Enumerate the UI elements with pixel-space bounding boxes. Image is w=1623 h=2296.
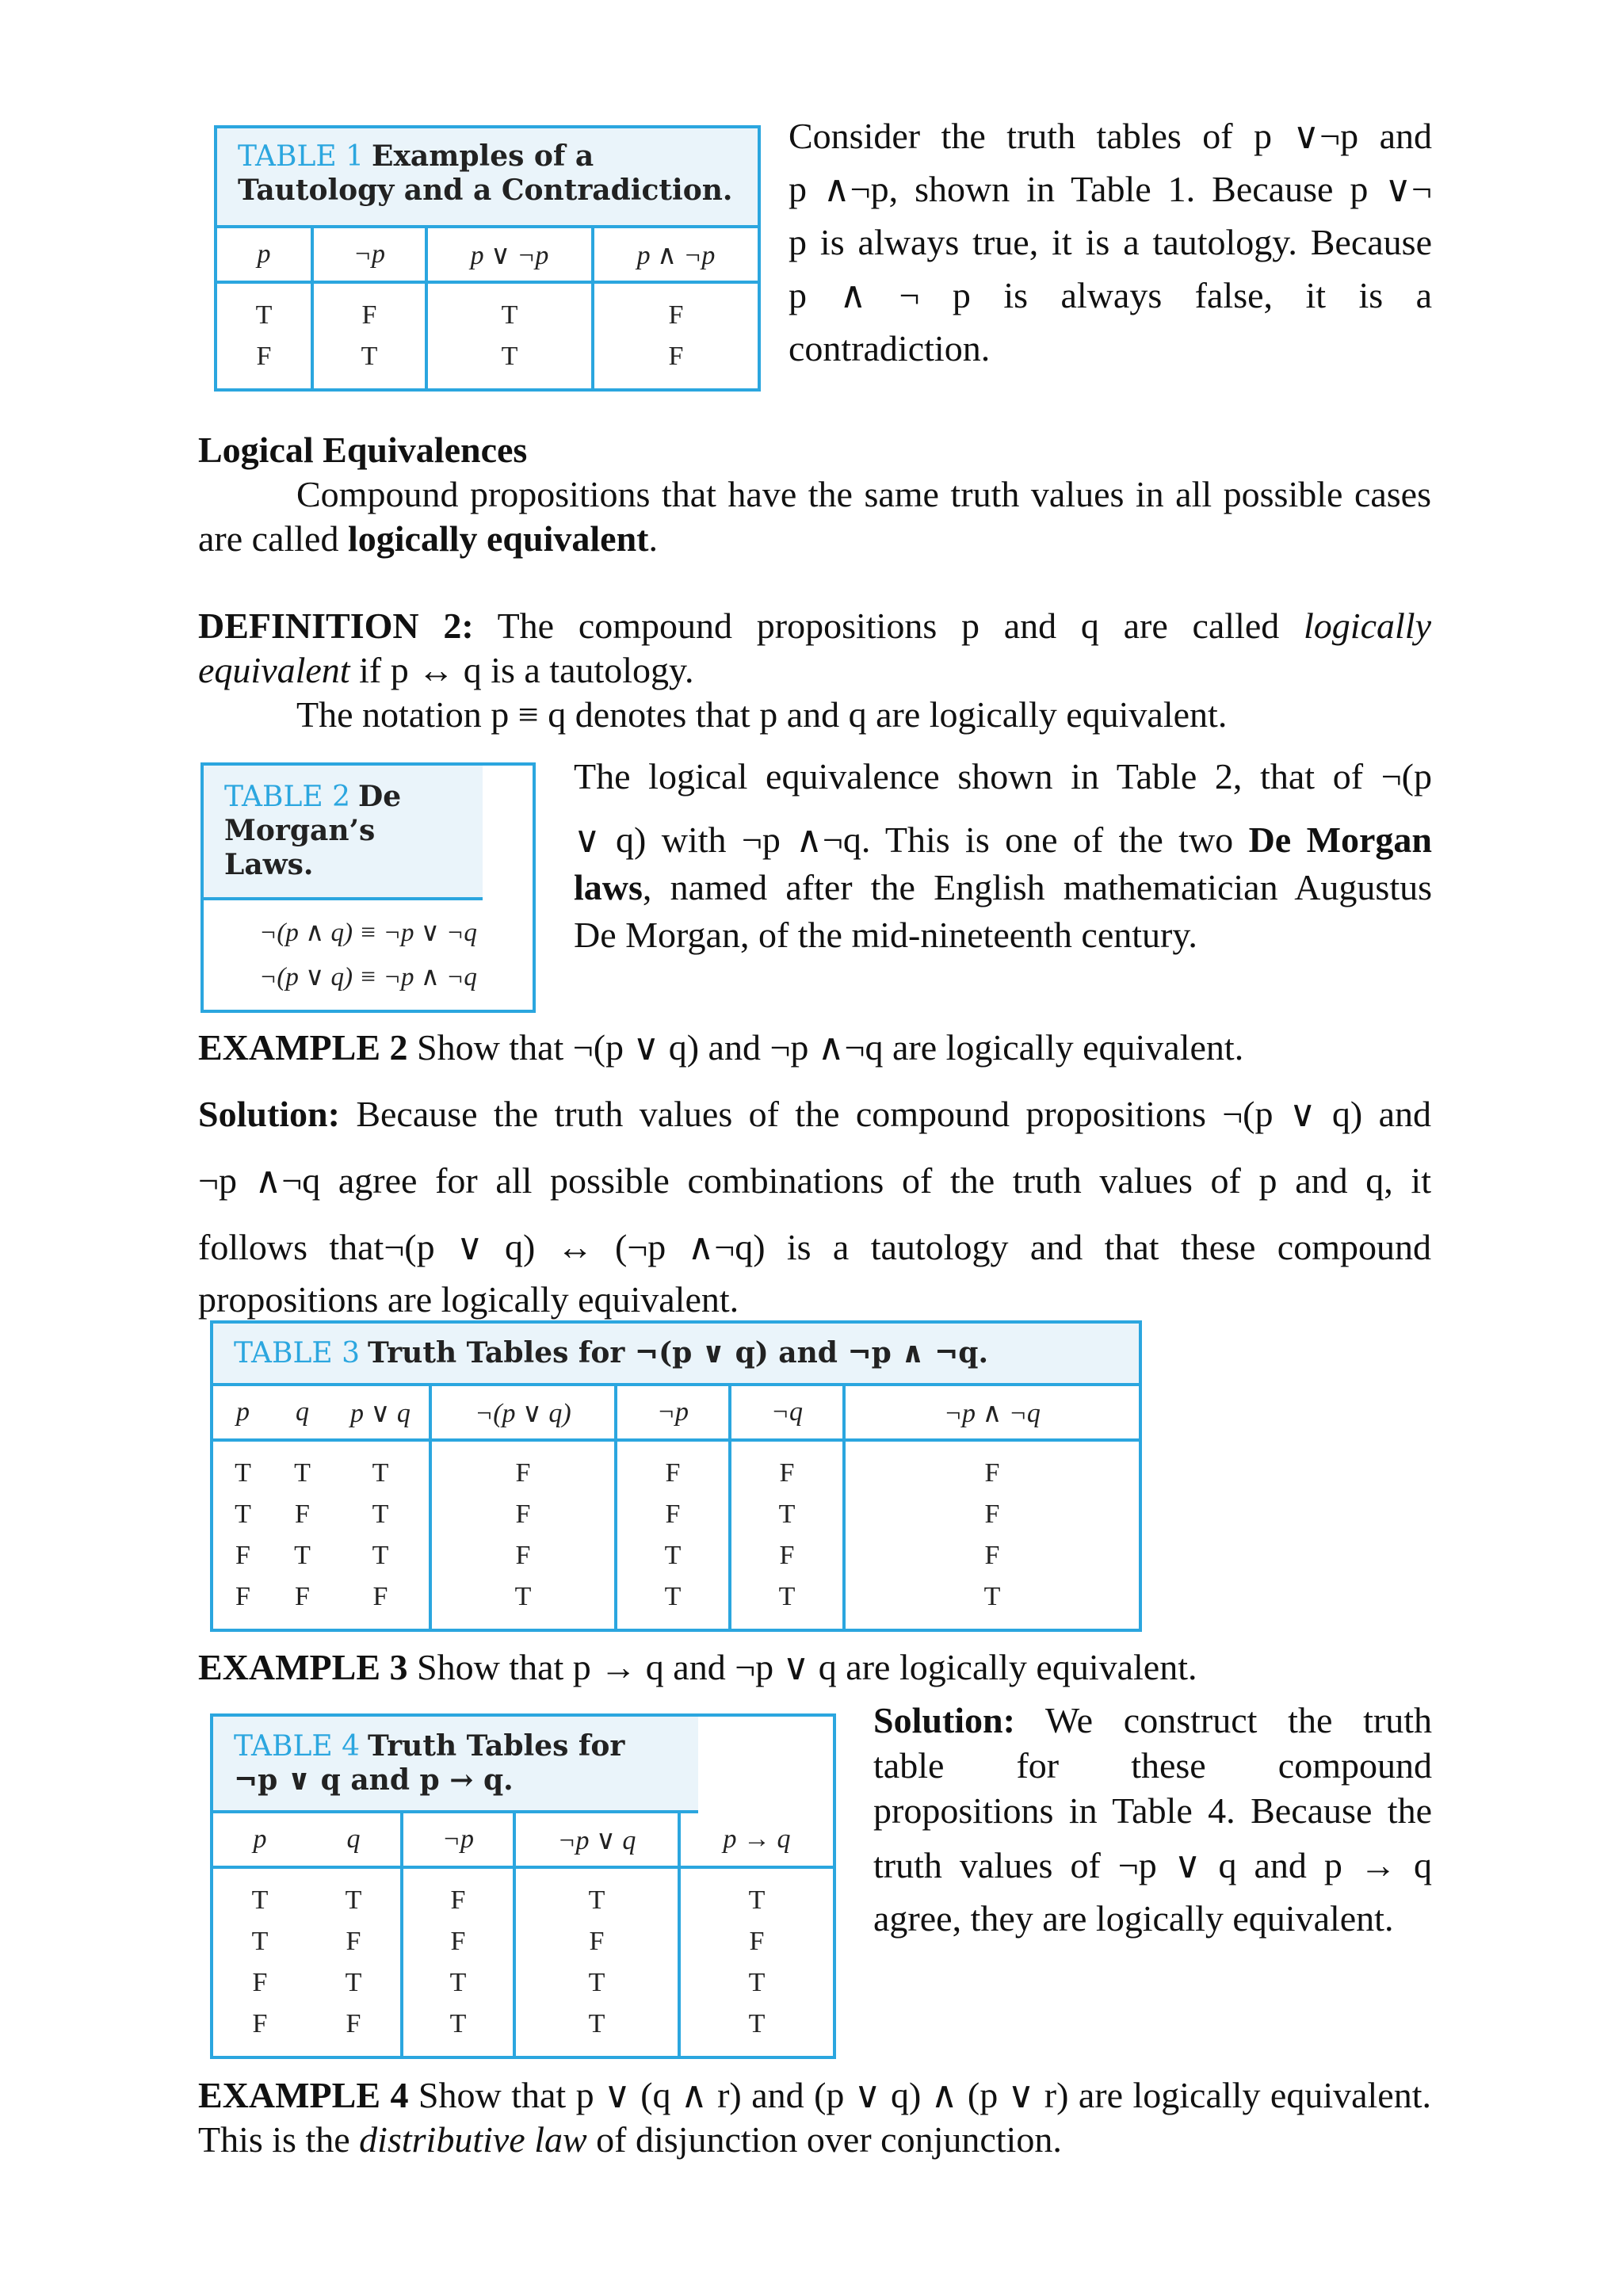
table-4-value: T <box>449 2009 467 2039</box>
table-3-header-cell: p ∨ q <box>350 1399 411 1429</box>
table-4-header-cell: ¬p <box>400 1813 513 1866</box>
table-3-value: F <box>235 1541 250 1571</box>
table-3-column-group <box>213 1442 332 1629</box>
table-3-value: F <box>235 1582 250 1612</box>
example-2-solution-line: follows that¬(p ∨ q) ↔ (¬p ∧¬q) is a tautology and that these compound <box>198 1227 1431 1267</box>
table-2-title: De Morgan’s Laws. <box>224 780 402 882</box>
table-4-column-group <box>213 1869 400 2056</box>
table-3-value: T <box>372 1458 389 1488</box>
table-4-body <box>213 1869 833 2056</box>
table-3-caption <box>213 1324 1139 1386</box>
table-4-value: T <box>251 1927 269 1957</box>
table-4-column <box>213 1880 307 2045</box>
table-1-header-cell: ¬p <box>311 228 425 281</box>
text-segment: , named after the English mathematician Augustus <box>642 867 1432 907</box>
table-4-value: T <box>588 2009 605 2039</box>
example-3-solution <box>873 1698 1432 1941</box>
table-4-value: T <box>748 1968 766 1998</box>
table-3-value: T <box>235 1499 251 1530</box>
definition-term: logically equivalent <box>198 606 1431 690</box>
table-3-value: T <box>664 1582 682 1612</box>
text-line: contradiction. <box>789 328 991 369</box>
table-2 <box>200 762 536 1013</box>
table-4-value: T <box>251 1885 269 1916</box>
text-line: p is always true, it is a tautology. Because <box>789 222 1432 262</box>
table-3-value: F <box>515 1499 531 1530</box>
table-4-value: F <box>252 1968 268 1998</box>
table-3-value: T <box>514 1582 532 1612</box>
definition-2 <box>198 604 1431 737</box>
table-3-value: T <box>372 1541 389 1571</box>
section-logical-equivalences <box>198 428 1431 561</box>
example-3-label: EXAMPLE 3 <box>198 1647 408 1687</box>
example-4-paragraph <box>198 2073 1431 2162</box>
table-3-header-cell: q <box>296 1397 309 1427</box>
table-3-value: F <box>295 1582 310 1612</box>
text-line: The logical equivalence shown in Table 2, that of ¬(p <box>574 756 1432 797</box>
table-3-title: Truth Tables for ¬(p ∨ q) and ¬p ∧ ¬q. <box>368 1336 989 1370</box>
table-4-value: F <box>450 1927 466 1957</box>
table-4-value: T <box>588 1968 605 1998</box>
table-3-column <box>614 1442 728 1629</box>
paragraph-de-morgan <box>574 753 1432 959</box>
definition-label: DEFINITION 2: <box>198 606 474 646</box>
table-4-value: F <box>450 1885 466 1916</box>
table-4-value: T <box>748 1885 766 1916</box>
table-3-value: F <box>665 1458 681 1488</box>
table-2-law: ¬(p ∧ q) ≡ ¬p ∨ ¬q <box>259 918 477 947</box>
definition-paragraph <box>198 604 1431 693</box>
example-2-solution-line: ¬p ∧¬q agree for all possible combinations of the truth values of p and q, it <box>198 1160 1431 1201</box>
example-2-solution-line <box>198 1081 1431 1148</box>
example-3-statement <box>198 1644 1431 1691</box>
table-3-value: F <box>372 1582 388 1612</box>
table-1-header-cell: p ∧ ¬p <box>591 228 758 281</box>
table-1-column <box>311 284 425 388</box>
table-1-value: F <box>361 300 377 330</box>
table-1-value: F <box>256 342 272 372</box>
table-3-header-group <box>213 1386 332 1438</box>
table-3-value: T <box>294 1458 311 1488</box>
table-3-column <box>213 1453 273 1618</box>
table-2-body <box>204 900 533 1010</box>
solution-label: Solution: <box>198 1094 340 1134</box>
definition-text-end: if p ↔ q is a tautology. <box>349 650 694 690</box>
table-4-column <box>513 1869 678 2056</box>
table-4-header-cell: ¬p ∨ q <box>513 1813 678 1866</box>
table-3-body <box>213 1442 1139 1629</box>
table-3-column <box>728 1442 842 1629</box>
table-4-header-cell: p → q <box>678 1813 833 1866</box>
table-4-number: TABLE 4 <box>234 1730 361 1763</box>
table-4-header-group <box>213 1813 400 1866</box>
example-3-solution-line: table for these compound <box>873 1745 1432 1786</box>
example-4 <box>198 2073 1431 2162</box>
table-1 <box>214 125 761 392</box>
table-1-caption <box>217 128 758 228</box>
table-3-value: F <box>984 1541 1000 1571</box>
table-3-header <box>213 1386 1139 1442</box>
table-2-caption <box>204 766 483 900</box>
table-1-column <box>591 284 758 388</box>
table-3-column <box>273 1453 332 1618</box>
section-text: Compound propositions that have the same truth values in all possible cases are called <box>198 474 1431 559</box>
example-3-solution-line: agree, they are logically equivalent. <box>873 1898 1394 1939</box>
table-4-title: Truth Tables for ¬p ∨ q and p → q. <box>234 1729 625 1797</box>
table-1-body <box>217 284 758 388</box>
table-3-value: F <box>984 1499 1000 1530</box>
table-3-value: T <box>235 1458 251 1488</box>
example-2 <box>198 1014 1431 1319</box>
table-3-value: T <box>778 1582 796 1612</box>
text-line: De Morgan, of the mid-nineteenth century. <box>574 915 1197 955</box>
table-3-value: T <box>983 1582 1001 1612</box>
table-4-value: F <box>589 1927 605 1957</box>
definition-notation: The notation p ≡ q denotes that p and q are logically equivalent. <box>296 694 1228 735</box>
table-3-value: F <box>779 1458 795 1488</box>
table-4-column <box>400 1869 513 2056</box>
table-3-column <box>332 1442 429 1629</box>
table-4-value: F <box>346 1927 361 1957</box>
table-3-value: T <box>664 1541 682 1571</box>
table-3 <box>210 1320 1142 1632</box>
example-4-term: distributive law <box>359 2119 587 2160</box>
table-3-header-cell: ¬q <box>728 1386 842 1438</box>
text-line <box>574 864 1432 911</box>
table-4-column <box>678 1869 833 2056</box>
example-3-solution-line: propositions in Table 4. Because the <box>873 1790 1432 1831</box>
table-3-header-cell: ¬(p ∨ q) <box>429 1386 614 1438</box>
table-3-value: F <box>984 1458 1000 1488</box>
table-4 <box>210 1713 836 2059</box>
table-3-column <box>429 1442 614 1629</box>
table-4-header-cell: p <box>253 1824 267 1855</box>
solution-label: Solution: <box>873 1700 1015 1740</box>
example-2-text: Show that ¬(p ∨ q) and ¬p ∧¬q are logically equivalent. <box>407 1027 1244 1068</box>
text-line <box>574 816 1432 864</box>
table-1-header-cell: p <box>257 239 271 269</box>
table-4-value: F <box>346 2009 361 2039</box>
section-paragraph <box>198 472 1431 561</box>
table-4-value: T <box>449 1968 467 1998</box>
section-term: logically equivalent <box>347 518 649 559</box>
table-1-value: T <box>255 300 273 330</box>
table-1-header <box>217 228 758 284</box>
text-line: Consider the truth tables of p ∨¬p and <box>789 116 1432 156</box>
table-1-number: TABLE 1 <box>238 140 365 173</box>
table-3-number: TABLE 3 <box>234 1337 361 1370</box>
table-3-value: T <box>372 1499 389 1530</box>
table-1-column <box>217 284 311 388</box>
table-4-caption <box>213 1717 698 1813</box>
table-3-value: F <box>779 1541 795 1571</box>
table-4-header <box>213 1813 833 1869</box>
table-1-column <box>425 284 591 388</box>
example-2-solution-line: propositions are logically equivalent. <box>198 1279 739 1320</box>
table-3-value: F <box>295 1499 310 1530</box>
example-3-text: Show that p → q and ¬p ∨ q are logically equivalent. <box>407 1647 1197 1687</box>
example-4-text-end: of disjunction over conjunction. <box>586 2119 1062 2160</box>
example-3-solution-line: truth values of ¬p ∨ q and p → q <box>873 1845 1432 1885</box>
table-4-value: T <box>345 1968 362 1998</box>
table-4-column <box>307 1880 400 2045</box>
table-3-column <box>842 1442 1139 1629</box>
table-3-header-cell: ¬p <box>614 1386 728 1438</box>
table-3-value: F <box>665 1499 681 1530</box>
table-4-header-cell: q <box>346 1824 361 1855</box>
example-4-text: Show that p ∨ (q ∧ r) and (p ∨ q) ∧ (p ∨ r) are logically equivalent. This is the <box>198 2075 1432 2160</box>
example-2-label: EXAMPLE 2 <box>198 1027 408 1068</box>
table-1-title: Examples of a Tautology and a Contradiction. <box>238 139 733 208</box>
table-4-value: T <box>588 1885 605 1916</box>
bold-term: De Morgan <box>1248 819 1432 860</box>
example-3-solution-line <box>873 1698 1432 1743</box>
text-segment: ∨ q) with ¬p ∧¬q. This is one of the two <box>574 819 1249 860</box>
table-3-value: F <box>515 1458 531 1488</box>
table-2-number: TABLE 2 <box>224 781 351 813</box>
example-2-statement <box>198 1014 1431 1081</box>
table-1-value: T <box>501 342 518 372</box>
bold-term: laws <box>574 867 643 907</box>
paragraph-tautology <box>789 109 1432 375</box>
table-3-value: F <box>515 1541 531 1571</box>
table-1-value: T <box>501 300 518 330</box>
table-1-value: T <box>361 342 378 372</box>
table-3-header-cell: p <box>236 1397 250 1427</box>
table-3-value: T <box>294 1541 311 1571</box>
definition-text: The compound propositions p and q are called <box>473 606 1304 646</box>
section-heading: Logical Equivalences <box>198 430 528 470</box>
section-text-end: . <box>648 518 658 559</box>
table-1-value: F <box>668 300 684 330</box>
text-line: p ∧¬p, shown in Table 1. Because p ∨¬ <box>789 169 1432 209</box>
text-segment: We construct the truth <box>1014 1700 1432 1740</box>
text-segment: Because the truth values of the compound propositions ¬(p ∨ q) and <box>339 1094 1431 1134</box>
example-3 <box>198 1644 1431 1691</box>
table-4-value: F <box>749 1927 765 1957</box>
table-3-header-cell: ¬p ∧ ¬q <box>842 1386 1139 1438</box>
table-1-header-cell: p ∨ ¬p <box>425 228 591 281</box>
example-4-label: EXAMPLE 4 <box>198 2075 409 2115</box>
table-4-value: T <box>748 2009 766 2039</box>
table-4-value: F <box>252 2009 268 2039</box>
text-line: p ∧ ¬ p is always false, it is a <box>789 275 1432 315</box>
table-3-value: T <box>778 1499 796 1530</box>
table-1-value: F <box>668 342 684 372</box>
table-4-value: T <box>345 1885 362 1916</box>
table-2-law: ¬(p ∨ q) ≡ ¬p ∧ ¬q <box>259 962 477 991</box>
